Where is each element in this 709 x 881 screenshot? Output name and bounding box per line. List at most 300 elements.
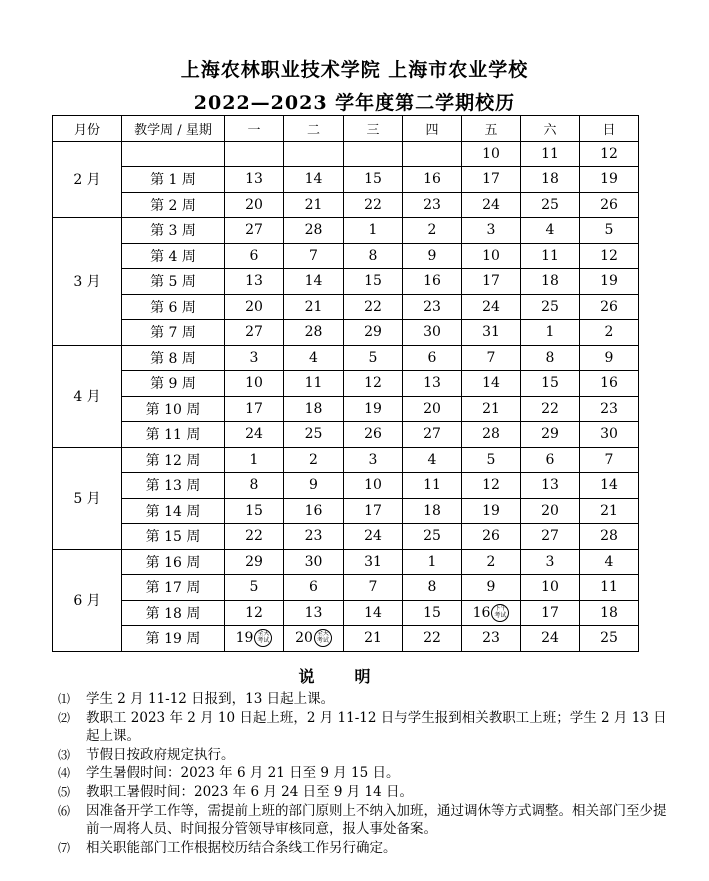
day-number: 9 [486, 579, 496, 596]
table-row [53, 600, 639, 626]
day-cell-sat [521, 294, 580, 320]
day-cell-sat [521, 498, 580, 524]
day-number: 18 [304, 400, 323, 417]
day-number: 18 [600, 604, 618, 621]
header-tue: 二 [284, 116, 344, 142]
day-cell-tue [284, 396, 344, 422]
table-row [53, 524, 639, 550]
note-item [58, 764, 678, 783]
day-number: 14 [482, 375, 500, 392]
day-cell-fri [462, 626, 521, 652]
day-number: 16 [423, 273, 441, 290]
day-cell-tue [284, 600, 344, 626]
day-cell-sun [580, 167, 639, 193]
week-cell: 第 17 周 [122, 575, 225, 601]
exam-stamp: 全天考试 [254, 629, 272, 647]
day-cell-tue [284, 498, 344, 524]
day-number: 25 [304, 426, 323, 443]
day-number: 7 [309, 247, 318, 264]
week-cell: 第 5 周 [122, 269, 225, 295]
day-cell-sat [521, 524, 580, 550]
day-cell-thu [403, 447, 462, 473]
header-wed: 三 [344, 116, 403, 142]
day-cell-sun [580, 600, 639, 626]
day-number: 11 [304, 375, 323, 392]
day-number: 12 [482, 477, 500, 494]
day-number: 1 [545, 324, 555, 341]
note-text: 因准备开学工作等，需提前上班的部门原则上不纳入加班，通过调休等方式调整。相关部门至少提前一周将人员、时间报分管领导审核同意，报人事处备案。 [86, 802, 667, 838]
day-number: 25 [541, 298, 559, 315]
day-cell-mon [225, 371, 284, 397]
day-cell-fri [462, 294, 521, 320]
day-number: 30 [600, 426, 618, 443]
day-number: 23 [423, 196, 441, 213]
day-number: 1 [249, 451, 259, 468]
day-number: 24 [482, 196, 500, 213]
day-cell-tue [284, 626, 344, 652]
table-row [53, 167, 639, 193]
day-number: 27 [245, 324, 263, 341]
day-number: 16 [472, 604, 491, 621]
notes-list [58, 690, 678, 857]
note-number: ⑸ [58, 784, 71, 799]
day-cell-sat [521, 167, 580, 193]
day-number: 20 [295, 630, 313, 647]
day-cell-wed [344, 498, 403, 524]
day-cell-mon [225, 498, 284, 524]
table-row [53, 447, 639, 473]
day-cell-tue [284, 294, 344, 320]
day-cell-mon [225, 626, 284, 652]
day-number: 10 [541, 579, 559, 596]
day-cell-sun [580, 524, 639, 550]
day-cell-tue [284, 473, 344, 499]
day-cell-thu [403, 345, 462, 371]
day-number: 28 [304, 222, 323, 239]
title-calendar: 2022—2023 学年度第二学期校历 [193, 92, 516, 114]
note-text: 学生 2 月 11-12 日报到，13 日起上课。 [86, 691, 335, 707]
day-number: 19 [600, 171, 618, 188]
day-number: 13 [245, 273, 263, 290]
day-cell-mon [225, 218, 284, 244]
day-cell-thu [403, 141, 462, 167]
day-number: 19 [482, 502, 500, 519]
day-number: 30 [304, 553, 323, 570]
note-number: ⑹ [58, 803, 71, 818]
day-number: 16 [423, 171, 441, 188]
day-cell-sat [521, 626, 580, 652]
day-cell-sat [521, 396, 580, 422]
day-number: 20 [245, 196, 263, 213]
day-cell-sat [521, 549, 580, 575]
month-cell: 5 月 [53, 447, 122, 549]
day-cell-wed [344, 320, 403, 346]
day-cell-mon [225, 269, 284, 295]
day-cell-wed [344, 345, 403, 371]
table-row [53, 269, 639, 295]
day-cell-wed [344, 422, 403, 448]
day-number: 2 [486, 553, 496, 570]
day-number: 5 [604, 222, 614, 239]
day-cell-fri [462, 447, 521, 473]
day-cell-thu [403, 320, 462, 346]
day-number: 19 [235, 630, 254, 647]
day-number: 8 [249, 477, 259, 494]
day-number: 29 [541, 426, 559, 443]
day-cell-thu [403, 396, 462, 422]
day-number: 15 [423, 604, 441, 621]
day-number: 17 [482, 273, 500, 290]
week-cell: 第 14 周 [122, 498, 225, 524]
day-cell-fri [462, 345, 521, 371]
month-cell: 3 月 [53, 218, 122, 346]
day-number: 14 [304, 273, 323, 290]
day-number: 2 [309, 451, 318, 468]
day-number: 8 [545, 349, 555, 366]
day-number: 10 [482, 247, 500, 264]
day-cell-tue [284, 549, 344, 575]
day-cell-wed [344, 600, 403, 626]
day-number: 24 [482, 298, 500, 315]
day-cell-wed [344, 473, 403, 499]
week-cell: 第 2 周 [122, 192, 225, 218]
day-number: 16 [600, 375, 618, 392]
day-number: 8 [368, 247, 378, 264]
day-cell-sat [521, 141, 580, 167]
table-row [53, 371, 639, 397]
day-cell-thu [403, 473, 462, 499]
note-item [58, 690, 678, 709]
day-cell-fri [462, 473, 521, 499]
header-month: 月份 [53, 116, 122, 142]
day-cell-sat [521, 269, 580, 295]
day-number: 5 [249, 579, 259, 596]
day-number: 19 [364, 400, 382, 417]
day-cell-sun [580, 473, 639, 499]
day-number: 9 [427, 247, 437, 264]
note-item [58, 783, 678, 802]
day-number: 13 [423, 375, 441, 392]
day-cell-sat [521, 473, 580, 499]
day-cell-thu [403, 626, 462, 652]
day-cell-tue [284, 345, 344, 371]
month-cell: 2 月 [53, 141, 122, 218]
day-number: 11 [600, 579, 618, 596]
day-number: 6 [545, 451, 555, 468]
day-cell-mon [225, 243, 284, 269]
table-row [53, 575, 639, 601]
day-number: 23 [600, 400, 618, 417]
header-sat: 六 [521, 116, 580, 142]
day-number: 7 [368, 579, 378, 596]
day-number: 24 [245, 426, 263, 443]
week-cell: 第 18 周 [122, 600, 225, 626]
day-cell-sun [580, 549, 639, 575]
day-number: 10 [364, 477, 382, 494]
day-cell-sun [580, 422, 639, 448]
day-number: 23 [304, 528, 323, 545]
day-number: 23 [482, 630, 500, 647]
day-cell-fri [462, 243, 521, 269]
day-number: 11 [541, 247, 559, 264]
day-number: 4 [604, 553, 614, 570]
day-cell-tue [284, 320, 344, 346]
day-number: 20 [423, 400, 441, 417]
day-number: 4 [427, 451, 437, 468]
day-number: 10 [245, 375, 263, 392]
day-number: 12 [245, 604, 263, 621]
day-cell-fri [462, 498, 521, 524]
day-cell-fri [462, 320, 521, 346]
day-number: 24 [541, 630, 559, 647]
day-cell-sat [521, 243, 580, 269]
day-cell-sat [521, 600, 580, 626]
day-number: 1 [368, 222, 378, 239]
day-cell-mon [225, 320, 284, 346]
day-cell-fri [462, 192, 521, 218]
week-cell: 第 3 周 [122, 218, 225, 244]
day-number: 22 [364, 298, 382, 315]
day-cell-sat [521, 575, 580, 601]
day-number: 6 [309, 579, 318, 596]
day-cell-fri [462, 575, 521, 601]
table-row [53, 626, 639, 652]
day-cell-thu [403, 371, 462, 397]
note-number: ⑷ [58, 766, 71, 781]
day-cell-tue [284, 192, 344, 218]
day-cell-sun [580, 192, 639, 218]
day-number: 5 [486, 451, 496, 468]
day-cell-wed [344, 192, 403, 218]
week-cell: 第 16 周 [122, 549, 225, 575]
table-row [53, 294, 639, 320]
day-number: 31 [364, 553, 382, 570]
day-cell-sun [580, 447, 639, 473]
table-row [53, 243, 639, 269]
day-number: 23 [423, 298, 441, 315]
note-text: 教职工 2023 年 2 月 10 日起上班，2 月 11-12 日与学生报到相关教职工上班；学生 2 月 13 日起上课。 [86, 709, 667, 745]
day-cell-thu [403, 269, 462, 295]
day-number: 3 [249, 349, 259, 366]
day-cell-thu [403, 243, 462, 269]
month-cell: 4 月 [53, 345, 122, 447]
day-number: 3 [368, 451, 378, 468]
day-cell-tue [284, 167, 344, 193]
day-number: 21 [304, 298, 323, 315]
day-cell-sat [521, 218, 580, 244]
day-number: 29 [364, 324, 382, 341]
day-cell-thu [403, 549, 462, 575]
day-cell-thu [403, 524, 462, 550]
day-cell-tue [284, 141, 344, 167]
day-number: 6 [249, 247, 259, 264]
day-cell-sat [521, 345, 580, 371]
day-number: 31 [482, 324, 500, 341]
day-cell-sun [580, 243, 639, 269]
day-number: 28 [482, 426, 500, 443]
day-number: 16 [304, 502, 323, 519]
day-number: 10 [482, 145, 500, 162]
day-number: 26 [600, 298, 618, 315]
day-cell-fri [462, 371, 521, 397]
note-number: ⑵ [58, 710, 71, 725]
day-number: 22 [364, 196, 382, 213]
day-cell-sun [580, 396, 639, 422]
day-cell-sun [580, 294, 639, 320]
day-cell-sun [580, 269, 639, 295]
day-number: 2 [427, 222, 437, 239]
calendar-body [53, 141, 639, 651]
day-cell-sat [521, 320, 580, 346]
note-text: 节假日按政府规定执行。 [86, 746, 235, 763]
header-thu: 四 [403, 116, 462, 142]
day-cell-mon [225, 141, 284, 167]
day-cell-wed [344, 575, 403, 601]
note-text: 相关职能部门工作根据校历结合条线工作另行确定。 [86, 839, 397, 856]
day-cell-wed [344, 141, 403, 167]
day-cell-mon [225, 167, 284, 193]
header-row [53, 116, 639, 142]
table-row [53, 320, 639, 346]
day-number: 25 [541, 196, 559, 213]
day-number: 17 [482, 171, 500, 188]
day-cell-fri [462, 600, 521, 626]
day-cell-sun [580, 141, 639, 167]
note-text: 学生暑假时间：2023 年 6 月 21 日至 9 月 15 日。 [86, 765, 400, 782]
header-fri: 五 [462, 116, 521, 142]
week-cell: 第 13 周 [122, 473, 225, 499]
day-number: 18 [423, 502, 441, 519]
note-number: ⑶ [58, 747, 71, 762]
header-mon: 一 [225, 116, 284, 142]
day-cell-sun [580, 320, 639, 346]
day-number: 21 [482, 400, 500, 417]
day-cell-mon [225, 294, 284, 320]
day-cell-fri [462, 396, 521, 422]
day-cell-wed [344, 396, 403, 422]
day-number: 20 [245, 298, 263, 315]
day-number: 5 [368, 349, 378, 366]
day-number: 13 [304, 604, 323, 621]
day-cell-thu [403, 167, 462, 193]
note-number: ⑺ [58, 840, 71, 855]
day-cell-fri [462, 167, 521, 193]
day-number: 17 [245, 400, 263, 417]
week-cell: 第 1 周 [122, 167, 225, 193]
day-cell-fri [462, 422, 521, 448]
day-number: 15 [364, 273, 382, 290]
day-number: 21 [600, 502, 618, 519]
day-number: 8 [427, 579, 437, 596]
header-week: 教学周 / 星期 [122, 116, 225, 142]
day-cell-sun [580, 575, 639, 601]
table-row [53, 396, 639, 422]
week-cell [122, 141, 225, 167]
day-number: 14 [600, 477, 618, 494]
note-item [58, 802, 678, 839]
day-number: 19 [600, 273, 618, 290]
day-cell-mon [225, 473, 284, 499]
day-number: 12 [364, 375, 382, 392]
day-number: 18 [541, 273, 559, 290]
week-cell: 第 11 周 [122, 422, 225, 448]
day-cell-mon [225, 422, 284, 448]
day-number: 27 [423, 426, 441, 443]
title-school-names: 上海农林职业技术学院 上海市农业学校 [180, 59, 529, 81]
calendar-table [52, 115, 639, 652]
day-number: 12 [600, 247, 618, 264]
note-item [58, 839, 678, 858]
week-cell: 第 15 周 [122, 524, 225, 550]
table-row [53, 192, 639, 218]
day-cell-sun [580, 371, 639, 397]
day-cell-wed [344, 626, 403, 652]
day-number: 13 [245, 171, 263, 188]
week-cell: 第 9 周 [122, 371, 225, 397]
day-number: 4 [545, 222, 555, 239]
exam-stamp: 下午考试 [491, 604, 509, 622]
day-cell-wed [344, 243, 403, 269]
note-item [58, 709, 678, 746]
day-number: 24 [364, 528, 382, 545]
week-cell: 第 4 周 [122, 243, 225, 269]
day-number: 9 [309, 477, 318, 494]
day-cell-tue [284, 447, 344, 473]
day-number: 25 [600, 630, 618, 647]
day-cell-thu [403, 422, 462, 448]
day-cell-mon [225, 447, 284, 473]
day-number: 4 [309, 349, 318, 366]
day-number: 17 [541, 604, 559, 621]
day-number: 27 [541, 528, 559, 545]
day-number: 9 [604, 349, 614, 366]
week-cell: 第 10 周 [122, 396, 225, 422]
day-cell-wed [344, 524, 403, 550]
day-number: 25 [423, 528, 441, 545]
day-number: 26 [600, 196, 618, 213]
day-cell-thu [403, 294, 462, 320]
exam-stamp: 全天考试 [314, 629, 332, 647]
day-cell-thu [403, 600, 462, 626]
day-number: 7 [604, 451, 614, 468]
day-number: 2 [604, 324, 614, 341]
day-cell-tue [284, 422, 344, 448]
day-cell-mon [225, 600, 284, 626]
day-cell-sun [580, 345, 639, 371]
week-cell: 第 7 周 [122, 320, 225, 346]
note-item [58, 746, 678, 765]
day-number: 14 [364, 604, 382, 621]
month-cell: 6 月 [53, 549, 122, 651]
day-cell-fri [462, 524, 521, 550]
table-row [53, 549, 639, 575]
day-cell-sat [521, 192, 580, 218]
day-cell-tue [284, 269, 344, 295]
day-number: 6 [427, 349, 437, 366]
day-cell-tue [284, 243, 344, 269]
day-cell-mon [225, 549, 284, 575]
day-cell-wed [344, 549, 403, 575]
day-number: 15 [541, 375, 559, 392]
day-number: 3 [486, 222, 496, 239]
day-cell-sat [521, 447, 580, 473]
week-cell: 第 19 周 [122, 626, 225, 652]
day-number: 22 [423, 630, 441, 647]
day-number: 15 [364, 171, 382, 188]
day-cell-wed [344, 218, 403, 244]
week-cell: 第 8 周 [122, 345, 225, 371]
day-number: 7 [486, 349, 496, 366]
